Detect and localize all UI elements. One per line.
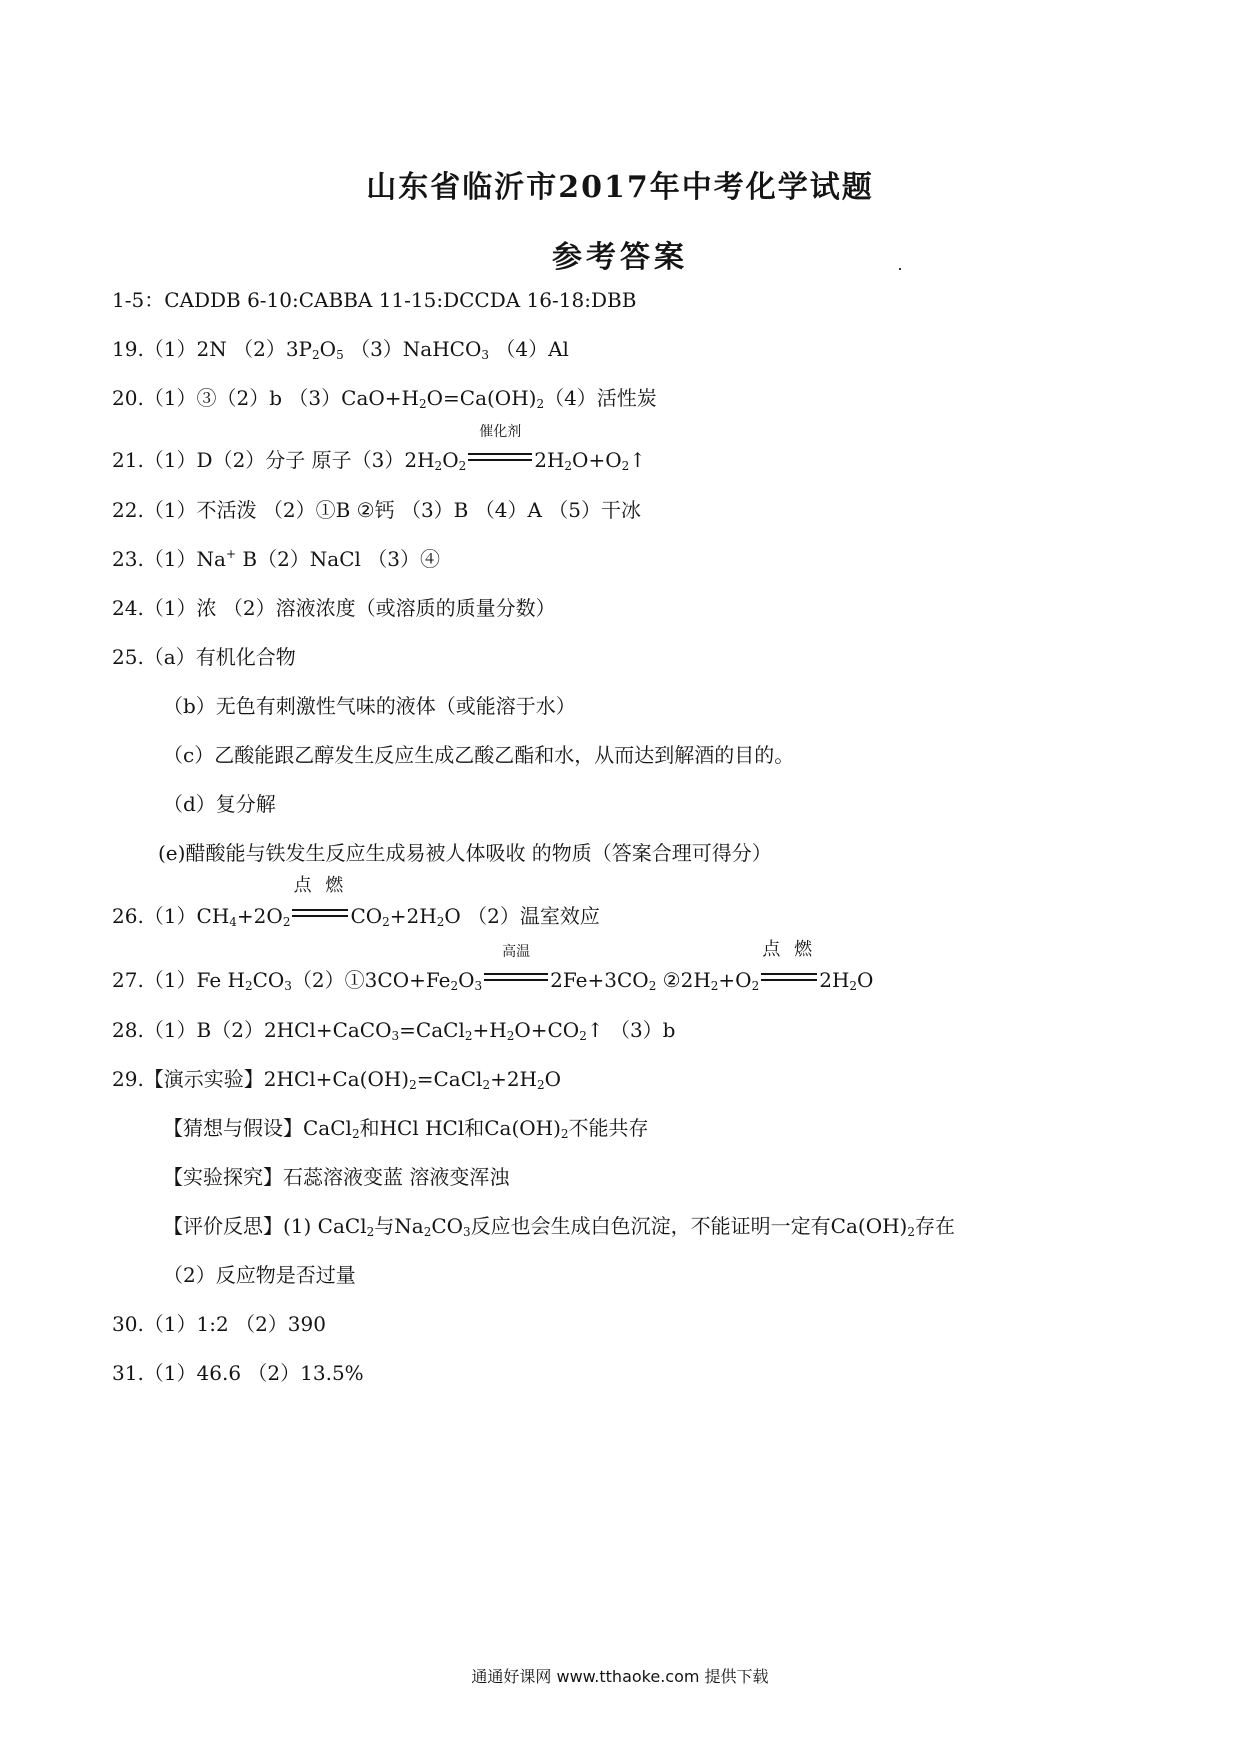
sub: 2 bbox=[464, 1029, 473, 1043]
answer-line-26 bbox=[112, 875, 600, 930]
sub: 2 bbox=[579, 1029, 587, 1043]
sub: 3 bbox=[463, 1225, 471, 1239]
answer-line-27 bbox=[112, 939, 874, 994]
sub: 2 bbox=[418, 397, 427, 411]
answer-line-1-18: 1-5：CADDB 6-10:CABBA 11-15:DCCDA 16-18:DBB bbox=[112, 288, 637, 312]
text: =CaCl bbox=[416, 1067, 483, 1091]
text: =CaCl bbox=[399, 1018, 465, 1042]
text: +2O bbox=[236, 904, 283, 928]
text: O+CO bbox=[514, 1018, 580, 1042]
equals-bars bbox=[761, 973, 817, 981]
text: CO bbox=[431, 1214, 464, 1238]
sub: 2 bbox=[849, 979, 858, 993]
condition-label: 点 燃 bbox=[293, 875, 348, 896]
answer-line-24: 24.（1）浓 （2）溶液浓度（或溶质的质量分数） bbox=[112, 596, 556, 620]
answer-line-25d: （d）复分解 bbox=[163, 792, 276, 816]
text: O bbox=[442, 448, 459, 472]
sub: 2 bbox=[751, 979, 760, 993]
answer-line-29d bbox=[163, 1212, 955, 1240]
text: +O bbox=[718, 968, 752, 992]
text: 23.（1）Na bbox=[112, 547, 226, 571]
sup: + bbox=[225, 547, 237, 561]
answer-line-29c: 【实验探究】石蕊溶液变蓝 溶液变浑浊 bbox=[163, 1165, 510, 1189]
sub: 2 bbox=[244, 979, 253, 993]
sub: 2 bbox=[423, 1225, 432, 1239]
text: B（2）NaCl （3）④ bbox=[236, 547, 441, 571]
text: 【评价反思】(1) CaCl bbox=[163, 1214, 367, 1238]
text: O bbox=[857, 968, 874, 992]
text: +2H bbox=[490, 1067, 538, 1091]
reaction-condition bbox=[468, 424, 532, 474]
text: 2H bbox=[819, 968, 850, 992]
text: 与Na bbox=[374, 1214, 424, 1238]
answer-line-21 bbox=[112, 424, 647, 474]
answer-line-19 bbox=[112, 335, 569, 363]
sub: 2 bbox=[409, 1078, 417, 1092]
answer-line-29b bbox=[163, 1114, 649, 1142]
sub: 2 bbox=[482, 1078, 491, 1092]
text: 2Fe+3CO bbox=[550, 968, 649, 992]
text: ↑ bbox=[629, 448, 647, 472]
sub: 2 bbox=[450, 979, 459, 993]
answer-line-31: 31.（1）46.6 （2）13.5% bbox=[112, 1361, 364, 1385]
text: （2）①3CO+Fe bbox=[291, 968, 451, 992]
text: O bbox=[544, 1067, 562, 1091]
scan-speck bbox=[899, 268, 901, 270]
text: ↑ （3）b bbox=[586, 1018, 676, 1042]
sub: 2 bbox=[907, 1225, 915, 1239]
equals-bars bbox=[468, 453, 532, 461]
sub: 2 bbox=[648, 979, 657, 993]
sub: 3 bbox=[481, 348, 490, 362]
answer-line-29a bbox=[112, 1065, 561, 1093]
text: 和HCl HCl和Ca(OH) bbox=[359, 1116, 561, 1140]
equals-bars bbox=[484, 973, 548, 981]
sub: 2 bbox=[458, 459, 467, 473]
sub: 2 bbox=[506, 1029, 515, 1043]
condition-label: 催化剂 bbox=[479, 424, 522, 440]
text: 21.（1）D（2）分子 原子（3）2H bbox=[112, 448, 435, 472]
sub: 2 bbox=[560, 1127, 569, 1141]
text: O （2）温室效应 bbox=[444, 904, 600, 928]
answer-line-25b: （b）无色有刺激性气味的液体（或能溶于水） bbox=[163, 694, 576, 718]
sub: 2 bbox=[366, 1225, 375, 1239]
sub: 2 bbox=[351, 1127, 360, 1141]
answer-line-28 bbox=[112, 1016, 675, 1044]
text: 29.【演示实验】2HCl+Ca(OH) bbox=[112, 1067, 410, 1091]
text: 【猜想与假设】CaCl bbox=[163, 1116, 352, 1140]
text: O=Ca(OH) bbox=[426, 386, 537, 410]
equals-bars bbox=[292, 909, 348, 917]
text: O+O bbox=[572, 448, 622, 472]
page-subtitle: 参考答案 bbox=[552, 240, 688, 275]
text: ②2H bbox=[656, 968, 711, 992]
condition-label: 高温 bbox=[502, 944, 531, 960]
sub: 2 bbox=[710, 979, 719, 993]
text: +2H bbox=[389, 904, 437, 928]
text: （3）NaHCO bbox=[350, 337, 482, 361]
text: 2H bbox=[534, 448, 565, 472]
sub: 2 bbox=[536, 397, 545, 411]
text: CO bbox=[252, 968, 285, 992]
text: O bbox=[458, 968, 475, 992]
condition-label: 点 燃 bbox=[762, 939, 817, 960]
sub: 2 bbox=[564, 459, 573, 473]
reaction-condition bbox=[761, 939, 817, 994]
text: 26.（1）CH bbox=[112, 904, 230, 928]
sub: 2 bbox=[621, 459, 630, 473]
sub: 3 bbox=[474, 979, 483, 993]
text: （4）Al bbox=[495, 337, 569, 361]
sub: 2 bbox=[434, 459, 443, 473]
answer-line-22: 22.（1）不活泼 （2）①B ②钙 （3）B （4）A （5）干冰 bbox=[112, 498, 641, 522]
page-title: 山东省临沂市2017年中考化学试题 bbox=[366, 170, 874, 205]
sub: 2 bbox=[382, 915, 390, 929]
text: +H bbox=[472, 1018, 507, 1042]
sub: 3 bbox=[284, 979, 292, 993]
sub: 2 bbox=[436, 915, 445, 929]
sub: 3 bbox=[391, 1029, 400, 1043]
text: 28.（1）B（2）2HCl+CaCO bbox=[112, 1018, 392, 1042]
answer-line-29e: （2）反应物是否过量 bbox=[163, 1263, 356, 1287]
page-footer: 通通好课网 www.tthaoke.com 提供下载 bbox=[471, 1667, 769, 1686]
reaction-condition bbox=[484, 944, 548, 994]
text: 存在 bbox=[915, 1214, 955, 1238]
sub: 2 bbox=[282, 915, 291, 929]
answer-line-20 bbox=[112, 384, 657, 412]
sub: 2 bbox=[312, 348, 320, 362]
answer-line-25a: 25.（a）有机化合物 bbox=[112, 645, 296, 669]
text: 反应也会生成白色沉淀，不能证明一定有Ca(OH) bbox=[470, 1214, 908, 1238]
text: 19.（1）2N （2）3P bbox=[112, 337, 313, 361]
answer-line-25e: (e)醋酸能与铁发生反应生成易被人体吸收 的物质（答案合理可得分） bbox=[158, 841, 772, 865]
sub: 5 bbox=[336, 348, 344, 362]
text: O bbox=[319, 337, 337, 361]
text: 不能共存 bbox=[568, 1116, 649, 1140]
answer-line-30: 30.（1）1:2 （2）390 bbox=[112, 1312, 326, 1336]
sub: 2 bbox=[537, 1078, 545, 1092]
reaction-condition bbox=[292, 875, 348, 930]
text: 20.（1）③（2）b （3）CaO+H bbox=[112, 386, 419, 410]
answer-line-23 bbox=[112, 545, 440, 573]
text: （4）活性炭 bbox=[544, 386, 657, 410]
answer-line-25c: （c）乙酸能跟乙醇发生反应生成乙酸乙酯和水，从而达到解酒的目的。 bbox=[163, 743, 795, 767]
text: CO bbox=[350, 904, 383, 928]
sub: 4 bbox=[229, 915, 237, 929]
text: 27.（1）Fe H bbox=[112, 968, 245, 992]
